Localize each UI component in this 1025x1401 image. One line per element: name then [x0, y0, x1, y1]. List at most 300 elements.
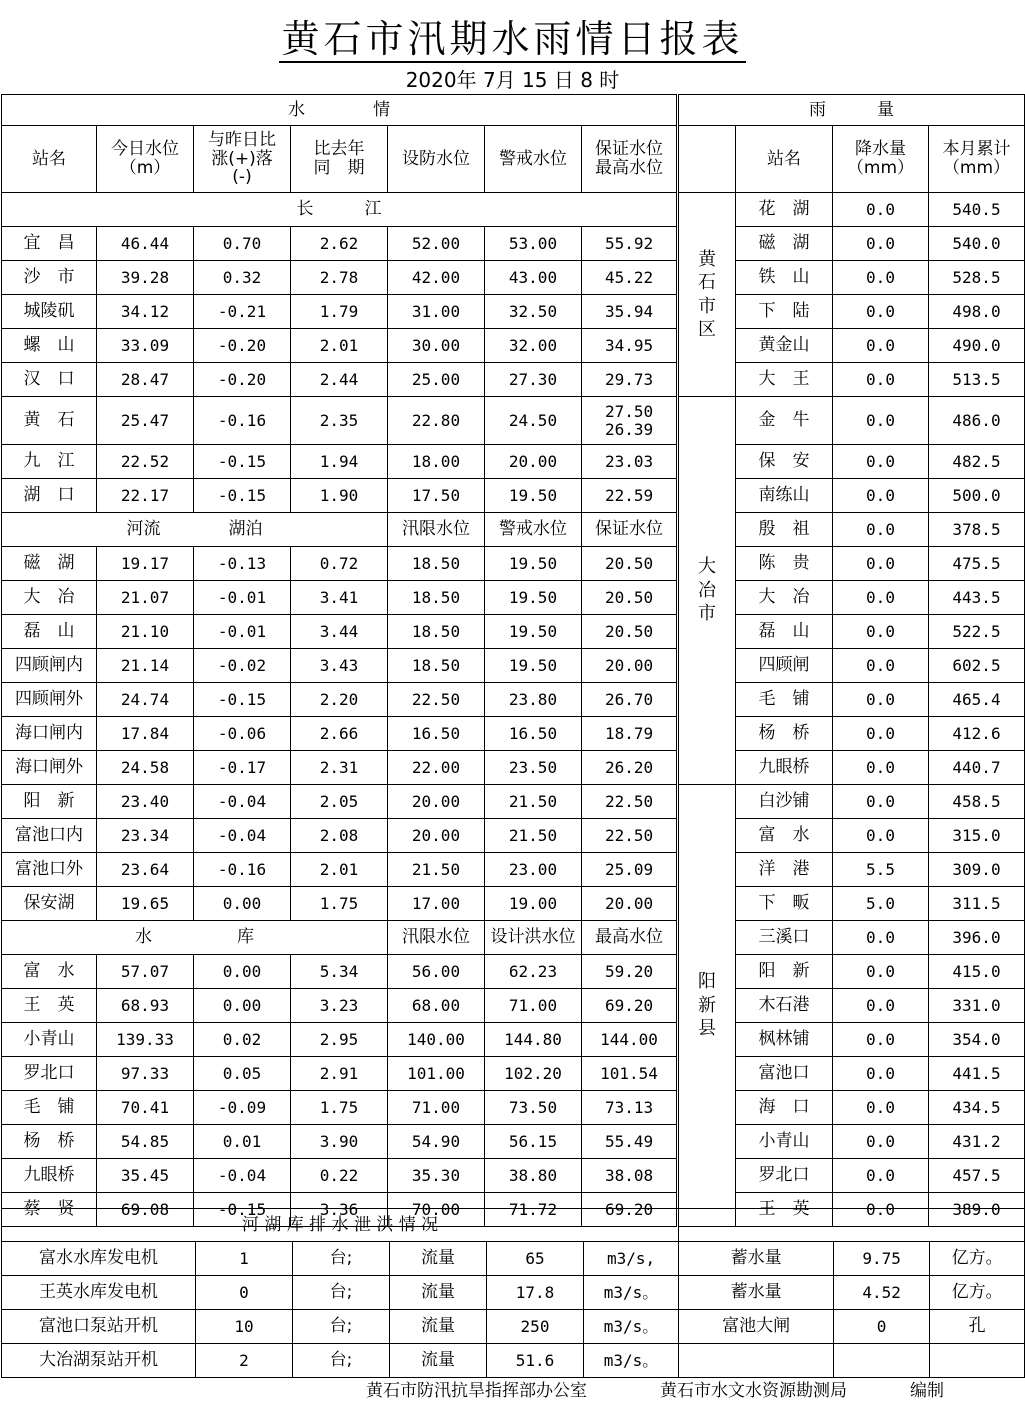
- station-name: 黄金山: [736, 329, 833, 363]
- report-datetime: 2020年 7月 15 日 8 时: [405, 68, 620, 92]
- station-name: 木石港: [736, 989, 833, 1023]
- station-name: 湖 口: [2, 479, 97, 513]
- value-cell: 52.00: [388, 227, 485, 261]
- station-row: [2, 853, 677, 887]
- value-cell: 2.66: [291, 717, 388, 751]
- station-row: [2, 683, 677, 717]
- value-cell: -0.15: [194, 683, 291, 717]
- value-cell: 3.36: [291, 1193, 388, 1227]
- value-cell: 51.6: [487, 1344, 584, 1378]
- value-cell: 68.00: [388, 989, 485, 1023]
- value-cell: 19.50: [485, 615, 582, 649]
- group-label: 长 江: [2, 193, 677, 227]
- value-cell: 2.78: [291, 261, 388, 295]
- value-cell: 412.6: [929, 717, 1025, 751]
- value-cell: 23.64: [97, 853, 194, 887]
- station-row: [2, 295, 677, 329]
- value-cell: 25.09: [582, 853, 677, 887]
- value-cell: 2.20: [291, 683, 388, 717]
- station-row: [2, 1023, 677, 1057]
- value-cell: 38.80: [485, 1159, 582, 1193]
- water-section-row: [2, 95, 677, 126]
- station-name: 富池口外: [2, 853, 97, 887]
- value-cell: 69.08: [97, 1193, 194, 1227]
- value-cell: -0.21: [194, 295, 291, 329]
- station-name: 保安湖: [2, 887, 97, 921]
- column-header: 保证水位: [582, 513, 677, 547]
- value-cell: 22.50: [582, 785, 677, 819]
- value-cell: 2.62: [291, 227, 388, 261]
- blank-cell: [679, 126, 736, 193]
- column-header: 比去年 同 期: [291, 126, 388, 193]
- value-cell: m3/s,: [584, 1242, 679, 1276]
- value-cell: 53.00: [485, 227, 582, 261]
- station-name: 汉 口: [2, 363, 97, 397]
- value-cell: 23.40: [97, 785, 194, 819]
- value-cell: 2: [196, 1344, 293, 1378]
- value-cell: 18.00: [388, 445, 485, 479]
- station-row: [2, 751, 677, 785]
- station-name: 九 江: [2, 445, 97, 479]
- value-cell: 0.72: [291, 547, 388, 581]
- station-name: 洋 港: [736, 853, 833, 887]
- value-cell: 486.0: [929, 397, 1025, 445]
- station-name: 铁 山: [736, 261, 833, 295]
- station-row: [2, 887, 677, 921]
- value-cell: 19.65: [97, 887, 194, 921]
- value-cell: 台;: [293, 1242, 390, 1276]
- station-row: [2, 397, 677, 445]
- value-cell: m3/s。: [584, 1310, 679, 1344]
- station-name: 三溪口: [736, 921, 833, 955]
- column-header: 今日水位 （m）: [97, 126, 194, 193]
- footer-bureau: 黄石市水文水资源勘测局: [660, 1381, 847, 1401]
- value-cell: 65: [487, 1242, 584, 1276]
- value-cell: -0.02: [194, 649, 291, 683]
- value-cell: 309.0: [929, 853, 1025, 887]
- value-cell: 54.90: [388, 1125, 485, 1159]
- station-name: 小青山: [2, 1023, 97, 1057]
- station-name: 磁 湖: [736, 227, 833, 261]
- value-cell: 20.50: [582, 547, 677, 581]
- station-name: 罗北口: [2, 1057, 97, 1091]
- value-cell: 19.50: [485, 547, 582, 581]
- value-cell: [679, 1344, 834, 1378]
- column-header: 最高水位: [582, 921, 677, 955]
- value-cell: 144.80: [485, 1023, 582, 1057]
- rain-section-title: 雨 量: [679, 95, 1025, 126]
- column-header: 与昨日比 涨(+)落 (-): [194, 126, 291, 193]
- value-cell: 396.0: [929, 921, 1025, 955]
- station-name: 磁 湖: [2, 547, 97, 581]
- rain-station-row: [679, 397, 1025, 445]
- station-name: 杨 桥: [736, 717, 833, 751]
- value-cell: 富池大闸: [679, 1310, 834, 1344]
- station-name: 蔡 贤: [2, 1193, 97, 1227]
- station-name: 枫林铺: [736, 1023, 833, 1057]
- value-cell: 17.8: [487, 1276, 584, 1310]
- value-cell: 46.44: [97, 227, 194, 261]
- value-cell: 27.30: [485, 363, 582, 397]
- value-cell: 0.0: [833, 1023, 929, 1057]
- value-cell: -0.04: [194, 1159, 291, 1193]
- discharge-title-row: [2, 1209, 1025, 1242]
- value-cell: 0.0: [833, 921, 929, 955]
- value-cell: 1.75: [291, 1091, 388, 1125]
- region-label: 阳新县: [679, 785, 736, 1227]
- station-name: 毛 铺: [2, 1091, 97, 1125]
- value-cell: -0.04: [194, 785, 291, 819]
- value-cell: 415.0: [929, 955, 1025, 989]
- value-cell: 33.09: [97, 329, 194, 363]
- station-name: 王 英: [736, 1193, 833, 1227]
- value-cell: 2.31: [291, 751, 388, 785]
- value-cell: 19.00: [485, 887, 582, 921]
- value-cell: 97.33: [97, 1057, 194, 1091]
- value-cell: 流量: [390, 1344, 487, 1378]
- value-cell: 0.0: [833, 955, 929, 989]
- value-cell: 23.80: [485, 683, 582, 717]
- value-cell: 0.0: [833, 581, 929, 615]
- value-cell: 70.41: [97, 1091, 194, 1125]
- value-cell: 0.0: [833, 683, 929, 717]
- value-cell: 457.5: [929, 1159, 1025, 1193]
- value-cell: 台;: [293, 1310, 390, 1344]
- column-header: 警戒水位: [485, 126, 582, 193]
- station-name: 金 牛: [736, 397, 833, 445]
- value-cell: -0.15: [194, 445, 291, 479]
- value-cell: 亿方。: [930, 1242, 1025, 1276]
- value-cell: 56.00: [388, 955, 485, 989]
- value-cell: -0.01: [194, 581, 291, 615]
- value-cell: 19.50: [485, 649, 582, 683]
- column-header: 保证水位 最高水位: [582, 126, 677, 193]
- discharge-row: [2, 1310, 1025, 1344]
- value-cell: 32.00: [485, 329, 582, 363]
- value-cell: -0.06: [194, 717, 291, 751]
- value-cell: 24.74: [97, 683, 194, 717]
- rainfall-table: [678, 94, 1025, 1227]
- station-row: [2, 1125, 677, 1159]
- value-cell: 0.02: [194, 1023, 291, 1057]
- value-cell: 482.5: [929, 445, 1025, 479]
- value-cell: 19.50: [485, 479, 582, 513]
- station-name: 四顾闸内: [2, 649, 97, 683]
- value-cell: 1.90: [291, 479, 388, 513]
- value-cell: 0.0: [833, 1125, 929, 1159]
- facility-name: 大冶湖泵站开机: [2, 1344, 196, 1378]
- value-cell: 55.49: [582, 1125, 677, 1159]
- value-cell: 0: [834, 1310, 930, 1344]
- value-cell: 20.50: [582, 581, 677, 615]
- column-header: 汛限水位: [388, 513, 485, 547]
- station-name: 杨 桥: [2, 1125, 97, 1159]
- value-cell: 73.50: [485, 1091, 582, 1125]
- value-cell: 38.08: [582, 1159, 677, 1193]
- value-cell: 331.0: [929, 989, 1025, 1023]
- value-cell: 0.70: [194, 227, 291, 261]
- station-name: 王 英: [2, 989, 97, 1023]
- value-cell: 20.00: [485, 445, 582, 479]
- value-cell: 0.05: [194, 1057, 291, 1091]
- value-cell: 0.00: [194, 887, 291, 921]
- value-cell: 0.0: [833, 615, 929, 649]
- column-header: 设防水位: [388, 126, 485, 193]
- value-cell: 30.00: [388, 329, 485, 363]
- discharge-row: [2, 1242, 1025, 1276]
- value-cell: 0.0: [833, 1193, 929, 1227]
- value-cell: 43.00: [485, 261, 582, 295]
- value-cell: 0.0: [833, 717, 929, 751]
- value-cell: 18.50: [388, 615, 485, 649]
- value-cell: 62.23: [485, 955, 582, 989]
- value-cell: 35.94: [582, 295, 677, 329]
- water-section-title: 水 情: [2, 95, 677, 126]
- value-cell: 23.50: [485, 751, 582, 785]
- station-name: 大 冶: [736, 581, 833, 615]
- value-cell: -0.15: [194, 479, 291, 513]
- station-name: 大 冶: [2, 581, 97, 615]
- station-name: 富 水: [736, 819, 833, 853]
- value-cell: 3.90: [291, 1125, 388, 1159]
- discharge-table: [1, 1208, 1025, 1378]
- value-cell: 21.50: [485, 819, 582, 853]
- value-cell: 0.0: [833, 261, 929, 295]
- station-name: 花 湖: [736, 193, 833, 227]
- station-row: [2, 479, 677, 513]
- station-row: [2, 547, 677, 581]
- discharge-title: 河 湖 库 排 水 泄 洪 情 况: [2, 1209, 679, 1242]
- value-cell: 378.5: [929, 513, 1025, 547]
- station-name: 富 水: [2, 955, 97, 989]
- value-cell: 0.0: [833, 193, 929, 227]
- station-name: 螺 山: [2, 329, 97, 363]
- value-cell: 24.50: [485, 397, 582, 445]
- value-cell: 26.20: [582, 751, 677, 785]
- value-cell: 0.0: [833, 785, 929, 819]
- value-cell: 354.0: [929, 1023, 1025, 1057]
- value-cell: 42.00: [388, 261, 485, 295]
- group-header-row: [2, 921, 677, 955]
- station-row: [2, 261, 677, 295]
- value-cell: 54.85: [97, 1125, 194, 1159]
- value-cell: 25.00: [388, 363, 485, 397]
- station-name: 小青山: [736, 1125, 833, 1159]
- value-cell: [930, 1344, 1025, 1378]
- value-cell: 19.50: [485, 581, 582, 615]
- value-cell: 144.00: [582, 1023, 677, 1057]
- value-cell: m3/s。: [584, 1344, 679, 1378]
- rain-station-row: [679, 193, 1025, 227]
- group-label: 河流 湖泊: [2, 513, 388, 547]
- value-cell: 21.14: [97, 649, 194, 683]
- value-cell: 0.01: [194, 1125, 291, 1159]
- station-row: [2, 445, 677, 479]
- station-row: [2, 227, 677, 261]
- value-cell: 9.75: [834, 1242, 930, 1276]
- station-name: 罗北口: [736, 1159, 833, 1193]
- blank-cell: [679, 1209, 1025, 1242]
- station-row: [2, 1091, 677, 1125]
- value-cell: 流量: [390, 1310, 487, 1344]
- station-row: [2, 329, 677, 363]
- rain-station-row: [679, 785, 1025, 819]
- station-name: 四顾闸外: [2, 683, 97, 717]
- station-name: 富池口: [736, 1057, 833, 1091]
- value-cell: 20.00: [582, 649, 677, 683]
- station-name: 磊 山: [2, 615, 97, 649]
- column-header: 降水量 （mm）: [833, 126, 929, 193]
- station-name: 黄 石: [2, 397, 97, 445]
- value-cell: 39.28: [97, 261, 194, 295]
- water-header-row: [2, 126, 677, 193]
- value-cell: 139.33: [97, 1023, 194, 1057]
- station-name: 保 安: [736, 445, 833, 479]
- group-header-row: [2, 193, 677, 227]
- station-name: 南练山: [736, 479, 833, 513]
- value-cell: 22.59: [582, 479, 677, 513]
- value-cell: 22.17: [97, 479, 194, 513]
- value-cell: 0.0: [833, 329, 929, 363]
- value-cell: 71.72: [485, 1193, 582, 1227]
- value-cell: 23.03: [582, 445, 677, 479]
- value-cell: 69.20: [582, 1193, 677, 1227]
- value-cell: 540.0: [929, 227, 1025, 261]
- value-cell: 32.50: [485, 295, 582, 329]
- value-cell: 315.0: [929, 819, 1025, 853]
- station-row: [2, 1159, 677, 1193]
- station-name: 阳 新: [2, 785, 97, 819]
- value-cell: 20.50: [582, 615, 677, 649]
- value-cell: -0.16: [194, 397, 291, 445]
- value-cell: 亿方。: [930, 1276, 1025, 1310]
- station-name: 殷 祖: [736, 513, 833, 547]
- value-cell: 31.00: [388, 295, 485, 329]
- value-cell: -0.09: [194, 1091, 291, 1125]
- value-cell: m3/s。: [584, 1276, 679, 1310]
- value-cell: 29.73: [582, 363, 677, 397]
- value-cell: 35.45: [97, 1159, 194, 1193]
- value-cell: 71.00: [485, 989, 582, 1023]
- value-cell: 70.00: [388, 1193, 485, 1227]
- value-cell: 10: [196, 1310, 293, 1344]
- value-cell: 23.00: [485, 853, 582, 887]
- value-cell: 22.50: [388, 683, 485, 717]
- value-cell: 57.07: [97, 955, 194, 989]
- footer-compiled: 编制: [910, 1381, 944, 1401]
- value-cell: 0.0: [833, 1091, 929, 1125]
- value-cell: 蓄水量: [679, 1242, 834, 1276]
- value-cell: 蓄水量: [679, 1276, 834, 1310]
- value-cell: 441.5: [929, 1057, 1025, 1091]
- station-name: 九眼桥: [2, 1159, 97, 1193]
- value-cell: 4.52: [834, 1276, 930, 1310]
- value-cell: 18.50: [388, 581, 485, 615]
- water-level-table: [1, 94, 677, 1227]
- column-header: 站名: [2, 126, 97, 193]
- value-cell: 0.0: [833, 819, 929, 853]
- station-name: 宜 昌: [2, 227, 97, 261]
- station-name: 沙 市: [2, 261, 97, 295]
- station-row: [2, 989, 677, 1023]
- value-cell: 18.79: [582, 717, 677, 751]
- value-cell: 22.50: [582, 819, 677, 853]
- value-cell: 522.5: [929, 615, 1025, 649]
- discharge-row: [2, 1276, 1025, 1310]
- station-name: 磊 山: [736, 615, 833, 649]
- value-cell: 0.0: [833, 1159, 929, 1193]
- value-cell: 25.47: [97, 397, 194, 445]
- value-cell: 1: [196, 1242, 293, 1276]
- station-name: 大 王: [736, 363, 833, 397]
- station-name: 陈 贵: [736, 547, 833, 581]
- facility-name: 富水水库发电机: [2, 1242, 196, 1276]
- value-cell: -0.17: [194, 751, 291, 785]
- station-row: [2, 363, 677, 397]
- station-row: [2, 1057, 677, 1091]
- value-cell: 3.23: [291, 989, 388, 1023]
- value-cell: 250: [487, 1310, 584, 1344]
- rain-section-row: [679, 95, 1025, 126]
- value-cell: 475.5: [929, 547, 1025, 581]
- value-cell: 19.17: [97, 547, 194, 581]
- station-row: [2, 785, 677, 819]
- value-cell: -0.01: [194, 615, 291, 649]
- value-cell: 513.5: [929, 363, 1025, 397]
- value-cell: 490.0: [929, 329, 1025, 363]
- column-header: 汛限水位: [388, 921, 485, 955]
- group-label: 水 库: [2, 921, 388, 955]
- value-cell: 16.50: [485, 717, 582, 751]
- value-cell: 5.34: [291, 955, 388, 989]
- station-name: 海 口: [736, 1091, 833, 1125]
- value-cell: 56.15: [485, 1125, 582, 1159]
- value-cell: 101.00: [388, 1057, 485, 1091]
- value-cell: 2.01: [291, 853, 388, 887]
- value-cell: -0.20: [194, 329, 291, 363]
- value-cell: 台;: [293, 1344, 390, 1378]
- value-cell: 0.0: [833, 649, 929, 683]
- value-cell: 434.5: [929, 1091, 1025, 1125]
- value-cell: 500.0: [929, 479, 1025, 513]
- value-cell: 34.95: [582, 329, 677, 363]
- value-cell: 21.50: [485, 785, 582, 819]
- value-cell: 0.0: [833, 295, 929, 329]
- station-name: 城陵矶: [2, 295, 97, 329]
- station-name: 海口闸外: [2, 751, 97, 785]
- value-cell: 20.00: [388, 819, 485, 853]
- value-cell: 34.12: [97, 295, 194, 329]
- value-cell: 5.5: [833, 853, 929, 887]
- value-cell: 3.41: [291, 581, 388, 615]
- value-cell: 5.0: [833, 887, 929, 921]
- value-cell: 20.00: [582, 887, 677, 921]
- value-cell: 台;: [293, 1276, 390, 1310]
- station-name: 下 畈: [736, 887, 833, 921]
- value-cell: -0.15: [194, 1193, 291, 1227]
- value-cell: 0.0: [833, 397, 929, 445]
- value-cell: 69.20: [582, 989, 677, 1023]
- group-header-row: [2, 513, 677, 547]
- value-cell: 1.75: [291, 887, 388, 921]
- value-cell: 流量: [390, 1242, 487, 1276]
- value-cell: 1.94: [291, 445, 388, 479]
- value-cell: 0.32: [194, 261, 291, 295]
- value-cell: 528.5: [929, 261, 1025, 295]
- station-row: [2, 581, 677, 615]
- value-cell: 18.50: [388, 547, 485, 581]
- value-cell: 0.0: [833, 1057, 929, 1091]
